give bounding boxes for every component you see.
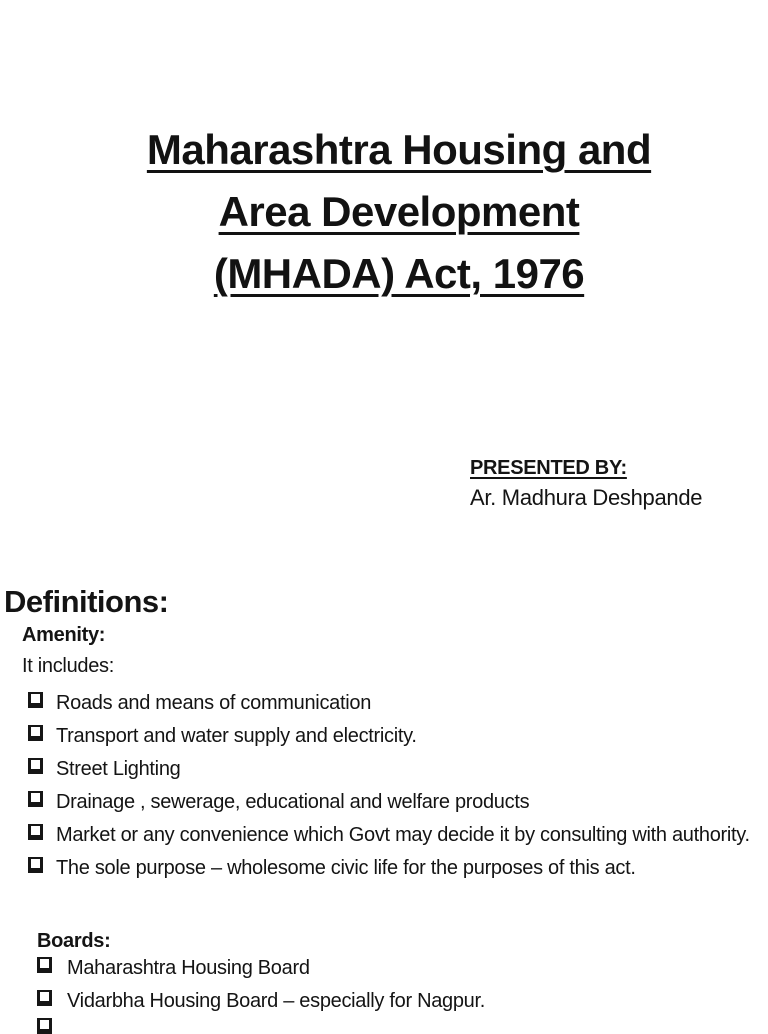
checkbox-bullet-icon: [28, 824, 43, 840]
list-item: [37, 952, 737, 985]
title-line-3: (MHADA) Act, 1976: [213, 250, 585, 297]
amenity-list: [28, 687, 750, 885]
intro-text: It includes:: [22, 655, 115, 677]
list-item-text: The sole purpose – wholesome civic life for the purposes of this act.: [56, 857, 636, 879]
checkbox-bullet-icon: [28, 692, 43, 708]
boards-list: [37, 952, 737, 1018]
list-item-text: Roads and means of communication: [56, 692, 372, 714]
list-item: [28, 687, 750, 720]
list-item-text: Drainage , sewerage, educational and welfare products: [56, 791, 530, 813]
presenter-block: [470, 457, 702, 511]
definitions-heading: Definitions:: [4, 584, 169, 619]
list-item: [37, 985, 737, 1018]
list-item-text: Vidarbha Housing Board – especially for Nagpur.: [67, 990, 486, 1012]
list-item-text: Transport and water supply and electricity.: [56, 725, 417, 747]
checkbox-bullet-icon: [37, 957, 52, 973]
checkbox-bullet-icon: [37, 990, 52, 1006]
list-item-text: Street Lighting: [56, 758, 181, 780]
list-item: [28, 786, 750, 819]
presented-by-label: PRESENTED BY:: [470, 457, 627, 479]
list-item-text: Maharashtra Housing Board: [67, 957, 310, 979]
checkbox-bullet-icon: [28, 758, 43, 774]
title-line-1: Maharashtra Housing and: [146, 126, 652, 173]
checkbox-bullet-icon: [28, 857, 43, 873]
presenter-name: Ar. Madhura Deshpande: [470, 485, 703, 510]
list-item: [28, 852, 750, 885]
boards-subheading: Boards:: [37, 930, 111, 952]
list-item: [28, 753, 750, 786]
title-line-2: Area Development: [218, 188, 580, 235]
checkbox-bullet-icon-partial: [37, 1018, 52, 1034]
presentation-title: [30, 119, 768, 305]
list-item: [28, 720, 750, 753]
checkbox-bullet-icon: [28, 791, 43, 807]
checkbox-bullet-icon: [28, 725, 43, 741]
list-item-text: Market or any convenience which Govt may decide it by consulting with authority.: [56, 824, 750, 846]
amenity-subheading: Amenity:: [22, 624, 106, 646]
list-item: [28, 819, 750, 852]
